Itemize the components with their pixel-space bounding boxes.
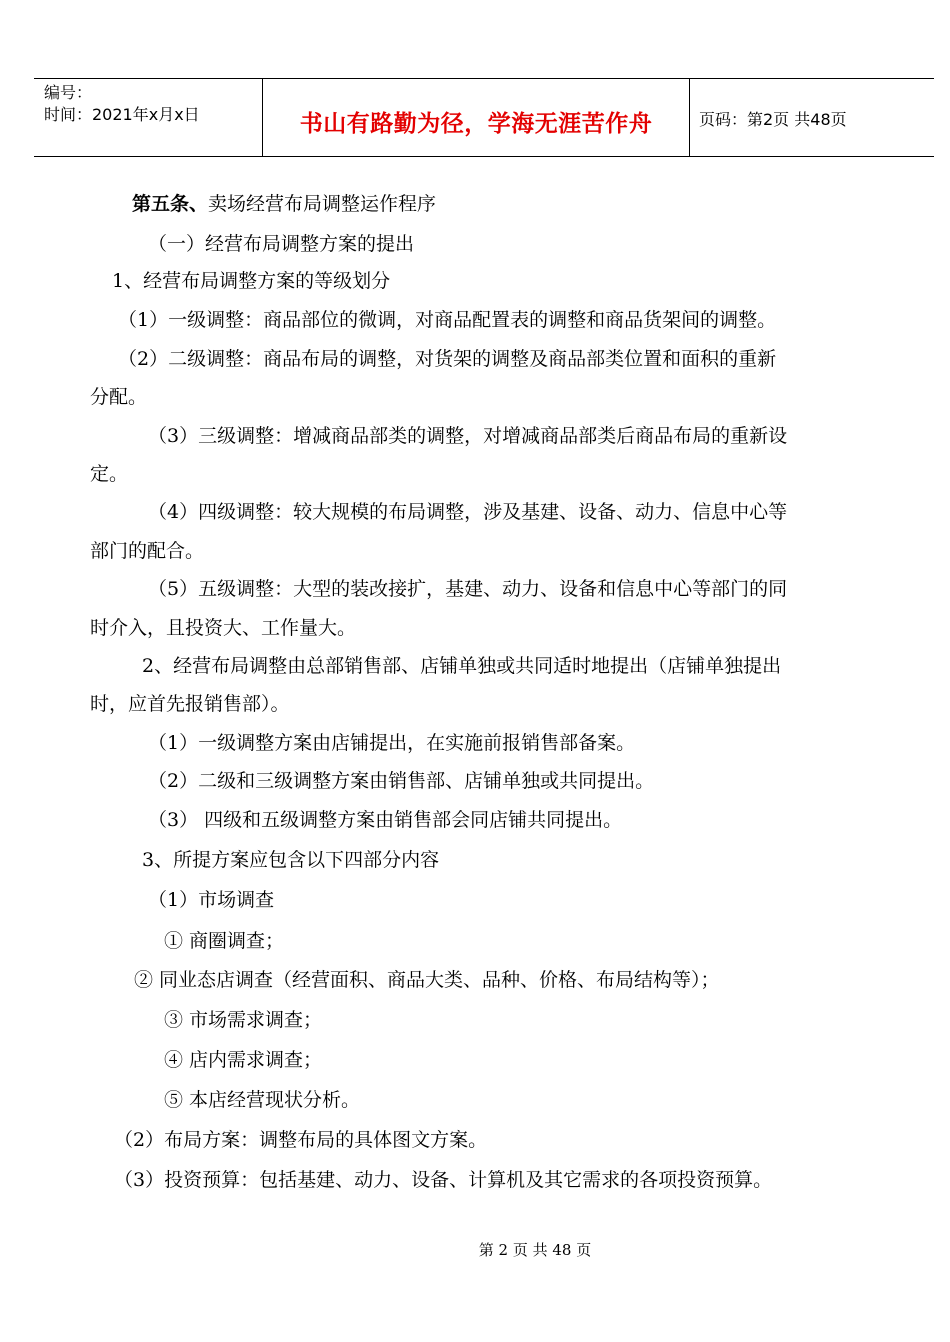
paragraph-line: （2）二级调整：商品布局的调整，对货架的调整及商品部类位置和面积的重新: [118, 348, 777, 370]
paragraph-line: （2）布局方案：调整布局的具体图文方案。: [114, 1129, 488, 1151]
serial-label: 编号：: [44, 83, 93, 102]
paragraph-line: 定。: [90, 463, 129, 485]
list-item: ① 商圈调查；: [164, 930, 285, 952]
time-label: 时间：2021年x月x日: [44, 105, 200, 124]
header-motto-cell: [262, 79, 690, 156]
paragraph-line: （1）一级调整：商品部位的微调，对商品配置表的调整和商品货架间的调整。: [118, 309, 777, 331]
list-item: ④ 店内需求调查；: [164, 1049, 323, 1071]
list-heading: （1）市场调查: [148, 889, 275, 911]
paragraph-line: （3）三级调整：增减商品部类的调整，对增减商品部类后商品布局的重新设: [148, 425, 788, 447]
paragraph-line: （4）四级调整：较大规模的布局调整，涉及基建、设备、动力、信息中心等: [148, 501, 788, 523]
list-item: ⑤ 本店经营现状分析。: [164, 1089, 361, 1111]
page-footer: 第 2 页 共 48 页: [478, 1241, 592, 1259]
paragraph-line: 分配。: [90, 386, 148, 408]
header-page-cell: [689, 79, 934, 156]
paragraph-line: （3） 四级和五级调整方案由销售部会同店铺共同提出。: [148, 809, 623, 831]
list-item: ③ 市场需求调查；: [164, 1009, 323, 1031]
subsection-heading: 1、经营布局调整方案的等级划分: [112, 270, 391, 292]
article-title: [132, 192, 436, 216]
list-item: ② 同业态店调查（经营面积、商品大类、品种、价格、布局结构等）；: [134, 969, 720, 991]
section-heading: （一）经营布局调整方案的提出: [148, 233, 415, 255]
paragraph-line: （5）五级调整：大型的装改接扩，基建、动力、设备和信息中心等部门的同: [148, 578, 788, 600]
document-header: [34, 78, 934, 157]
paragraph-line: 部门的配合。: [90, 540, 205, 562]
paragraph-line: 2、经营布局调整由总部销售部、店铺单独或共同适时地提出（店铺单独提出: [142, 655, 782, 677]
paragraph-line: 时，应首先报销售部）。: [90, 693, 290, 715]
paragraph-line: （2）二级和三级调整方案由销售部、店铺单独或共同提出。: [148, 770, 655, 792]
paragraph-line: （3）投资预算：包括基建、动力、设备、计算机及其它需求的各项投资预算。: [114, 1169, 773, 1191]
article-number: 第五条、: [132, 193, 209, 215]
paragraph-line: （1）一级调整方案由店铺提出，在实施前报销售部备案。: [148, 732, 636, 754]
header-meta-cell: [34, 79, 262, 156]
page-code: 页码：第2页 共48页: [699, 110, 847, 129]
subsection-heading: 3、所提方案应包含以下四部分内容: [142, 849, 440, 871]
article-heading: 卖场经营布局调整运作程序: [208, 193, 437, 215]
motto-text: 书山有路勤为径，学海无涯苦作舟: [299, 111, 653, 137]
paragraph-line: 时介入，且投资大、工作量大。: [90, 617, 357, 639]
